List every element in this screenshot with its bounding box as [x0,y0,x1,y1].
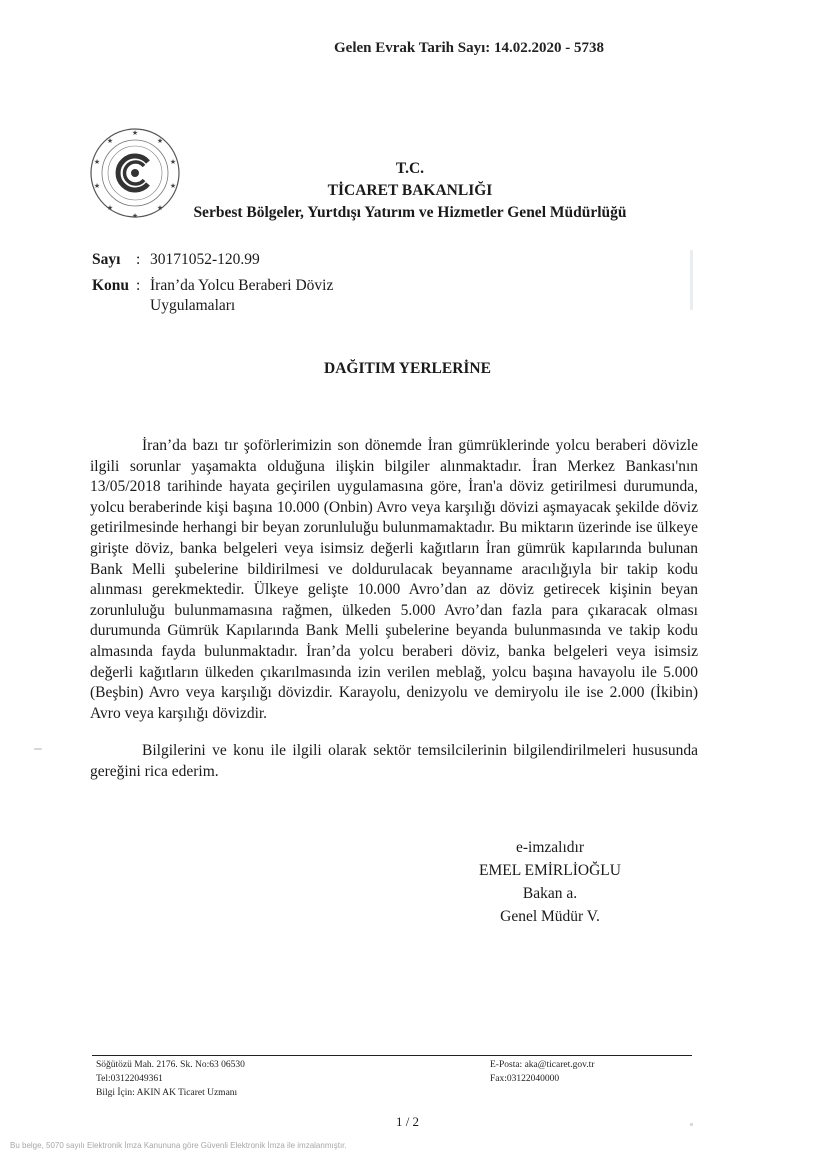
konu-value-line2: Uygulamaları [150,297,236,314]
svg-text:★: ★ [169,182,177,190]
signature-block [470,836,630,928]
signature-esigned: e-imzalıdır [516,839,584,856]
body-paragraph-2: Bilgilerini ve konu ile ilgili olarak sektör temsilcilerinin bilgilendirilmeleri hususunda gereğini rica ederim. [90,742,698,780]
svg-text:★: ★ [93,182,101,190]
sayi-row [92,251,260,269]
body-paragraph-1: İran’da bazı tır şoförlerimizin son dönemde İran gümrüklerinde yolcu beraberi dövizle ilgili sorunlar yaşamakta olduğuna ilişkin bilgiler alınmaktadır. İran Merkez Bankası'nın 13/05/2018 tarihinde hayata geçirilen uygulamasına göre, İran'a döviz getirilmesi durumunda, yolcu beraberinde kişi başına 10.000 (Onbin) Avro veya karşılığı dövizi aşmayacak şekilde döviz getirilmesinde herhangi bir beyan zorunluluğu bulunmamaktadır. Bu miktarın üzerinde ise ülkeye girişte döviz, banka belgeleri veya isimsiz değerli kağıtların İran gümrük kapılarında bulunan Bank Melli şubelerine bildirilmesi ve doldurulacak beyanname aracılığıyla bir takip kodu alınması gerekmektedir. Ülkeye gelişte 10.000 Avro’dan az döviz getirecek kişinin beyan zorunluluğu bulunmamasına rağmen, ülkeden 5.000 Avro’dan fazla para çıkaracak olması durumunda Gümrük Kapılarında Bank Melli şubelerine beyanda bulunmasında ve takip kodu almasında fayda bulunmaktadır. İran’da yolcu beraberi döviz, banka belgeleri veya isimsiz değerli kağıtların ülkeden çıkarılmasında izin verilen meblağ, yolcu başına havayolu ile 5.000 (Beşbin) Avro veya karşılığı dövizdir. Karayolu, denizyolu ve demiryolu ile ise 2.000 (İkibin) Avro veya karşılığı dövizdir. [90,437,698,722]
signature-title-2: Genel Müdür V. [500,908,600,925]
arrival-stamp: Gelen Evrak Tarih Sayı: 14.02.2020 - 5738 [334,40,605,56]
signature-title-1: Bakan a. [522,885,578,902]
sayi-value: 30171052-120.99 [150,251,260,268]
footer-contact-left [96,1058,245,1100]
footer-address: Söğütözü Mah. 2176. Sk. No:63 06530 [96,1060,245,1070]
sayi-colon: : [136,251,141,268]
footer-tel: Tel:03122049361 [96,1074,163,1084]
footer-divider [92,1055,692,1056]
footer-email: E-Posta: aka@ticaret.gov.tr [490,1060,595,1070]
addressee-heading: DAĞITIM YERLERİNE [324,360,491,377]
sayi-label: Sayı [92,251,121,268]
svg-text:★: ★ [131,212,139,220]
esign-notice: Bu belge, 5070 sayılı Elektronik İmza Kanununa göre Güvenli Elektronik İmza ile imzalanmıştır. [10,1141,347,1150]
konu-value-line1: İran’da Yolcu Beraberi Döviz [150,277,334,294]
header-directorate: Serbest Bölgeler, Yurtdışı Yatırım ve Hizmetler Genel Müdürlüğü [193,204,627,221]
svg-text:★: ★ [131,129,139,137]
svg-text:★: ★ [169,158,177,166]
scan-speck [690,250,693,310]
konu-label: Konu [92,277,130,294]
footer-info: Bilgi İçin: AKIN AK Ticaret Uzmanı [96,1088,238,1098]
header-tc: T.C. [395,160,425,177]
signature-name: EMEL EMİRLİOĞLU [479,862,621,879]
svg-text:★: ★ [156,137,164,145]
scan-speck [690,1123,693,1126]
konu-colon: : [136,277,141,294]
footer-fax: Fax:03122040000 [490,1074,560,1084]
svg-text:★: ★ [93,158,101,166]
konu-row [92,277,333,295]
header-ministry: TİCARET BAKANLIĞI [327,182,493,199]
scan-speck [34,748,42,750]
svg-text:★: ★ [106,137,114,145]
page-number: 1 / 2 [395,1114,420,1129]
svg-text:★: ★ [106,204,114,212]
footer-contact-right [490,1058,594,1086]
svg-text:★: ★ [156,204,164,212]
